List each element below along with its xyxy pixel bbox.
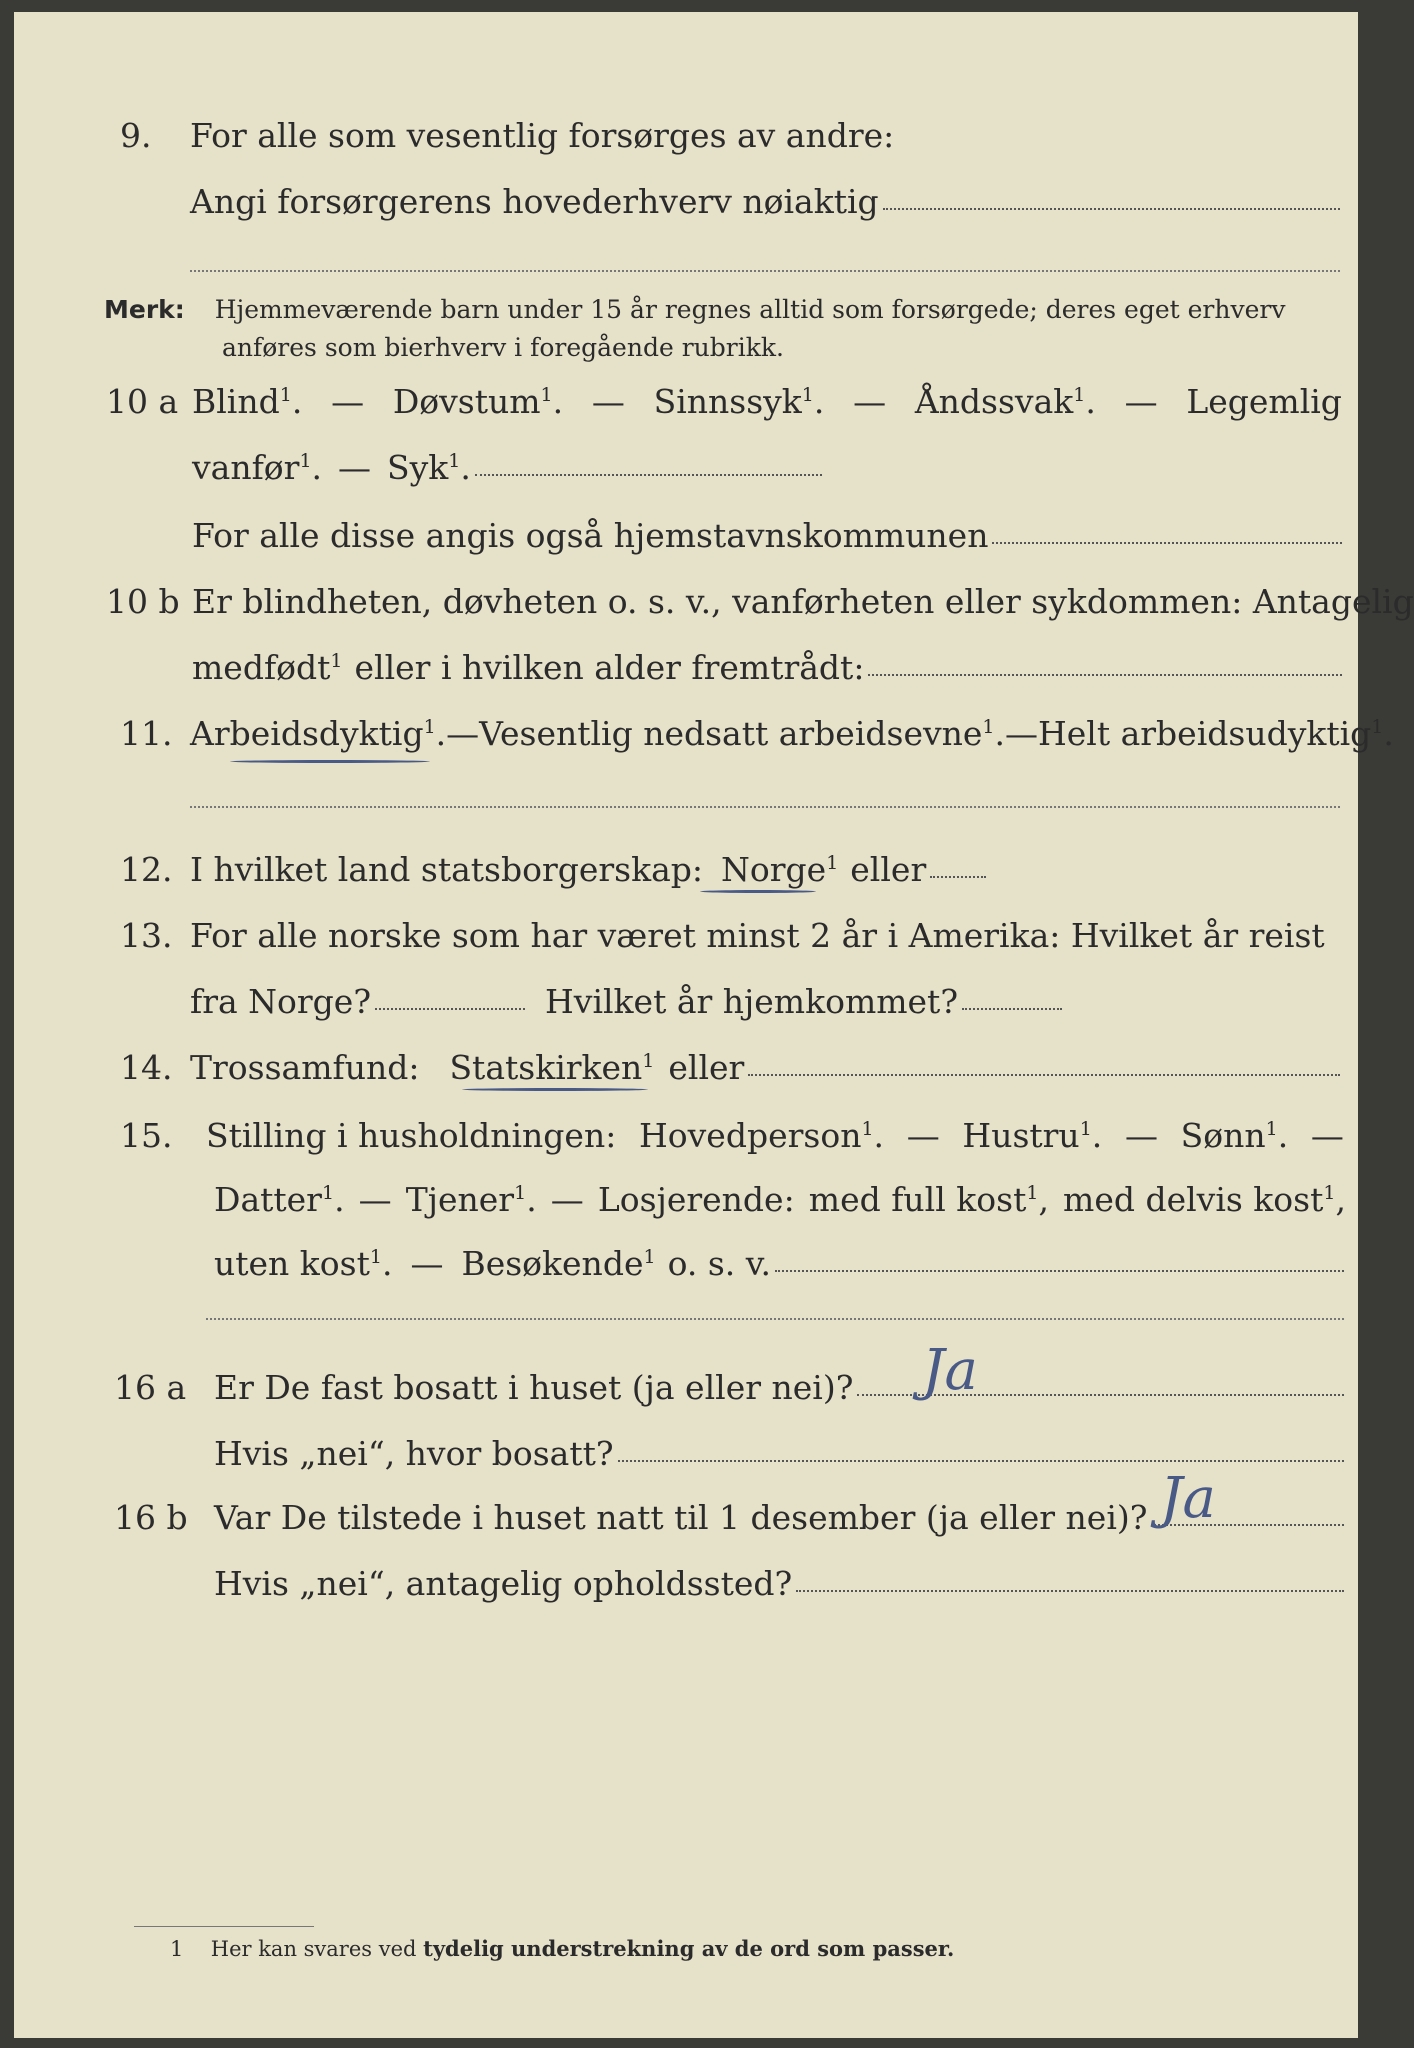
question-11-line-1: Arbeidsdyktig$^1$. — Vesentlig nedsatt arbeidsevne$^1$. — Helt arbeidsudyktig$^1$. [190,714,1394,753]
note-merk [104,292,1285,328]
item-number-10a: 10 a [106,382,179,421]
question-13-line-2 [190,982,1062,1022]
question-14-text: Trossamfund: [190,1048,420,1087]
question-15-line-2: Datter$^1$. — Tjener$^1$. — Losjerende: med full kost$^1$, med delvis kost$^1$, [214,1180,1346,1219]
option-andssvak[interactable]: Åndssvak$^1$. [914,382,1096,421]
question-13-hjemkommet: Hvilket år hjemkommet? [545,982,959,1021]
option-datter[interactable]: Datter$^1$. [214,1180,345,1219]
option-sonn[interactable]: Sønn$^1$. [1180,1116,1289,1155]
item-number-13: 13. [120,916,173,955]
answer-field-15[interactable] [775,1244,1344,1272]
census-form-page [14,12,1414,2038]
answer-underline-norge [700,890,816,893]
question-10a-hjemstavn: For alle disse angis også hjemstavnskommunen [192,516,989,555]
option-blind[interactable]: Blind$^1$. [192,382,303,421]
item-number-10b: 10 b [106,582,180,621]
question-10b-text-2: eller i hvilken alder fremtrådt: [354,648,865,687]
option-syk[interactable]: Syk$^1$. [387,448,471,487]
footnote-text: Her kan svares ved [210,1937,424,1961]
footnote [170,1936,954,1961]
answer-field-13-hjem[interactable] [962,982,1062,1010]
footnote-mark: 1 [170,1937,184,1961]
question-16b-line-2 [214,1564,1344,1604]
option-statskirken[interactable]: Statskirken$^1$ [449,1048,655,1087]
answer-field-16b-opholdssted[interactable] [796,1564,1344,1592]
item-number-12: 12. [120,850,173,889]
question-13-fra-norge: fra Norge? [190,982,372,1021]
option-uten-kost[interactable]: uten kost$^1$. [214,1244,393,1283]
option-medfodt[interactable]: medfødt$^1$ [192,648,343,687]
item-number-11: 11. [120,714,173,753]
answer-field-13-fra[interactable] [375,982,525,1010]
question-14-eller: eller [668,1048,745,1087]
answer-field-14[interactable] [748,1048,1340,1076]
answer-field-10a[interactable] [475,448,822,476]
option-arbeidsdyktig[interactable]: Arbeidsdyktig$^1$. [190,714,447,753]
question-10b-line-2 [192,648,1342,688]
item-number-9: 9. [120,116,152,155]
question-12-eller: eller [850,850,927,889]
item-number-15: 15. [120,1116,173,1155]
note-text-1: Hjemmeværende barn under 15 år regnes alltid som forsørgede; deres eget erhverv [214,295,1286,324]
option-hovedperson[interactable]: Hovedperson$^1$. [639,1116,885,1155]
item-number-16a: 16 a [114,1368,187,1407]
question-16a-line-1 [214,1368,1344,1408]
question-16a-text-1: Er De fast bosatt i huset (ja eller nei)? [214,1368,854,1407]
question-12-text: I hvilket land statsborgerskap: [190,850,704,889]
option-dovstum[interactable]: Døvstum$^1$. [392,382,564,421]
question-10b-text-1: Er blindheten, døvheten o. s. v., vanførheten eller sykdommen: Antagelig [192,582,1414,621]
option-tjener[interactable]: Tjener$^1$. [405,1180,537,1219]
option-besokende[interactable]: Besøkende$^1$ [461,1244,656,1283]
answer-field-12[interactable] [930,850,986,878]
answer-line-11[interactable] [190,806,1340,808]
question-10a-line-3 [192,516,1342,556]
option-norge[interactable]: Norge$^1$ [721,850,839,889]
question-15-line-3: uten kost$^1$. — Besøkende$^1$ o. s. v. [214,1244,1344,1284]
question-16a-text-2: Hvis „nei“, hvor bosatt? [214,1434,614,1473]
question-14-line [190,1048,1340,1088]
option-losjerende[interactable]: Losjerende: [597,1180,795,1219]
answer-field-10b[interactable] [868,648,1342,676]
option-legemlig[interactable]: Legemlig [1186,382,1342,421]
note-text-2: anføres som bierhverv i foregående rubrikk. [222,333,784,362]
question-13-line-1 [190,916,1340,956]
footnote-rule [134,1926,314,1927]
handwritten-answer-16a: Ja [922,1338,978,1403]
answer-field-9[interactable] [883,182,1340,210]
question-10b-line-1 [192,582,1414,622]
option-nedsatt[interactable]: Vesentlig nedsatt arbeidsevne$^1$. [479,714,1005,753]
option-sinnssyk[interactable]: Sinnssyk$^1$. [653,382,825,421]
note-merk-line-2 [222,330,784,366]
footnote-emphasis: tydelig understrekning av de ord som passer. [423,1936,955,1961]
option-full-kost[interactable]: med full kost$^1$, [808,1180,1049,1219]
option-delvis-kost[interactable]: med delvis kost$^1$, [1063,1180,1346,1219]
question-15-text: Stilling i husholdningen: [206,1116,617,1155]
question-15-line-1: Stilling i husholdningen: Hovedperson$^1$. — Hustru$^1$. — Sønn$^1$. — [206,1116,1344,1155]
item-number-14: 14. [120,1048,173,1087]
question-13-text-1: For alle norske som har været minst 2 år i Amerika: Hvilket år reist [190,916,1325,955]
question-9-text-2: Angi forsørgerens hovederhverv nøiaktig [190,182,879,221]
question-16b-text-2: Hvis „nei“, antagelig opholdssted? [214,1564,793,1603]
option-vanfor[interactable]: vanfør$^1$. [192,448,323,487]
question-9-line-1 [190,116,1340,156]
answer-line-9b[interactable] [190,270,1340,272]
question-15-osv: o. s. v. [667,1244,771,1283]
answer-underline-statskirken [462,1088,648,1091]
question-12-line [190,850,986,890]
option-arbeidsudyktig[interactable]: Helt arbeidsudyktig$^1$. [1038,714,1394,753]
item-number-16b: 16 b [114,1498,188,1537]
option-hustru[interactable]: Hustru$^1$. [962,1116,1103,1155]
question-9-line-2[interactable] [190,182,1340,222]
question-9-text-1: For alle som vesentlig forsørges av andre: [190,116,895,155]
handwritten-answer-16b: Ja [1160,1466,1216,1531]
question-10a-line-2: vanfør$^1$. — Syk$^1$. [192,448,822,488]
question-16b-text-1: Var De tilstede i huset natt til 1 desember (ja eller nei)? [214,1498,1148,1537]
question-10a-line-1: Blind$^1$. — Døvstum$^1$. — Sinnssyk$^1$. — Åndssvak$^1$. — Legemlig [192,382,1342,421]
answer-field-hjemstavn[interactable] [992,516,1342,544]
answer-field-16a-bosatt[interactable] [618,1434,1344,1462]
answer-underline-arbeidsdyktig [230,760,430,763]
answer-line-15[interactable] [206,1318,1344,1320]
note-label: Merk: [104,295,185,324]
